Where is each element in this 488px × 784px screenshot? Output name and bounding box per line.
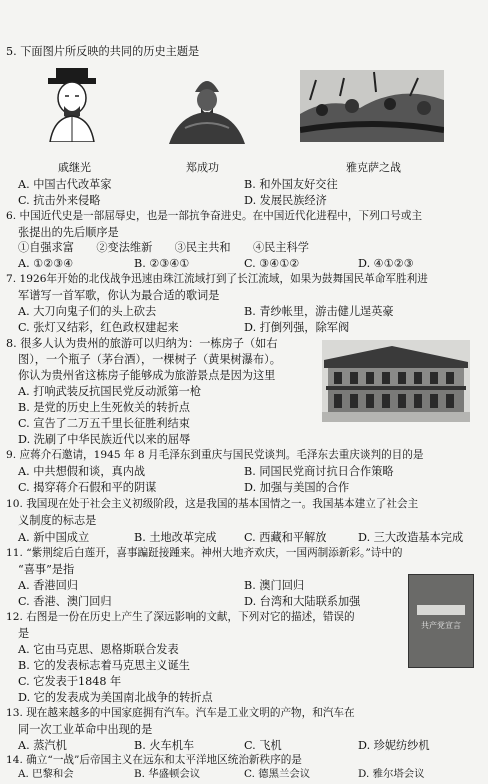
- q7-option-d: D. 打倒列强，除军阀: [244, 321, 350, 334]
- q11-stem-line1: 11. “紫荆绽后白莲开，喜事蹁跹接踵来。神州大地齐欢庆，一国两制添新彩。”诗中的: [6, 547, 403, 559]
- q6-stem-line2: 张提出的先后顺序是: [18, 226, 119, 239]
- q8-stem-line3: 你认为贵州省这栋房子能够成为旅游景点是因为这里: [18, 369, 276, 382]
- q10-option-b: B. 土地改革完成: [134, 531, 217, 544]
- q11-option-d: D. 台湾和大陆联系加强: [244, 595, 361, 608]
- book-title: 共产党宣言: [421, 621, 461, 630]
- q9-option-b: B. 同国民党商讨抗日合作策略: [244, 465, 394, 478]
- qi-jiguang-portrait: [46, 66, 98, 142]
- q11-stem-line2: “喜事”是指: [18, 563, 75, 576]
- q8-option-a: A. 打响武装反抗国民党反动派第一枪: [18, 385, 202, 398]
- q12-option-c: C. 它发表于1848 年: [18, 675, 122, 688]
- q13-stem-line1: 13. 现在越来越多的中国家庭拥有汽车。汽车是工业文明的产物，和汽车在: [6, 707, 355, 719]
- q5-caption-2: 郑成功: [186, 161, 219, 174]
- q14-stem: 14. 确立“一战”后帝国主义在远东和太平洋地区统治新秩序的是: [6, 754, 302, 766]
- q10-stem-line2: 义制度的标志是: [18, 514, 97, 527]
- q9-option-c: C. 揭穿蒋介石假和平的阴谋: [18, 481, 157, 494]
- zunyi-conference-building-photo: [322, 340, 470, 422]
- q13-stem-line2: 同一次工业革命中出现的是: [18, 723, 153, 736]
- q11-option-c: C. 香港、澳门回归: [18, 595, 112, 608]
- q7-option-c: C. 张灯又结彩，红色政权建起来: [18, 321, 179, 334]
- q8-stem-line2: 图），一个瓶子（茅台酒），一棵树子（黄果树瀑布）。: [18, 353, 281, 366]
- yaksa-battle-painting: [300, 70, 444, 142]
- q9-option-d: D. 加强与美国的合作: [244, 481, 350, 494]
- communist-manifesto-book-image: [408, 574, 474, 668]
- q13-option-d: D. 珍妮纺纱机: [358, 739, 430, 752]
- q14-option-b: B. 华盛顿会议: [134, 768, 201, 780]
- q12-option-d: D. 它的发表成为美国南北战争的转折点: [18, 691, 213, 704]
- q11-option-a: A. 香港回归: [18, 579, 78, 592]
- q5-option-c: C. 抗击外来侵略: [18, 194, 101, 207]
- q5-stem: 5. 下面图片所反映的共同的历史主题是: [6, 45, 200, 58]
- q10-option-a: A. 新中国成立: [18, 531, 90, 544]
- q5-option-b: B. 和外国友好交往: [244, 178, 338, 191]
- q6-option-c: C. ③④①②: [244, 257, 300, 270]
- q12-option-a: A. 它由马克思、恩格斯联合发表: [18, 643, 179, 656]
- q6-items: ①自强求富 ②变法维新 ③民主共和 ④民主科学: [18, 241, 309, 254]
- q13-option-b: B. 火车机车: [134, 739, 195, 752]
- q14-option-d: D. 雅尔塔会议: [358, 768, 425, 780]
- q9-option-a: A. 中共想假和谈，真内战: [18, 465, 146, 478]
- q6-option-a: A. ①②③④: [18, 257, 74, 270]
- q6-option-d: D. ④①②③: [358, 257, 414, 270]
- q5-caption-1: 戚继光: [58, 161, 91, 174]
- q8-option-c: C. 宣告了二万五千里长征胜利结束: [18, 417, 190, 430]
- q11-option-b: B. 澳门回归: [244, 579, 305, 592]
- q12-stem-line2: 是: [18, 627, 30, 640]
- q14-option-c: C. 德黑兰会议: [244, 768, 311, 780]
- q6-option-b: B. ②③④①: [134, 257, 190, 270]
- q10-option-d: D. 三大改造基本完成: [358, 531, 464, 544]
- q10-option-c: C. 西藏和平解放: [244, 531, 327, 544]
- q8-option-d: D. 洗刷了中华民族近代以来的屈辱: [18, 433, 191, 446]
- q13-option-a: A. 蒸汽机: [18, 739, 67, 752]
- q14-option-a: A. 巴黎和会: [18, 768, 74, 780]
- q12-stem-line1: 12. 右图是一份在历史上产生了深远影响的文献，下列对它的描述，错误的: [6, 611, 355, 623]
- q5-caption-3: 雅克萨之战: [346, 161, 401, 174]
- q7-option-a: A. 大刀向鬼子们的头上砍去: [18, 305, 157, 318]
- q13-option-c: C. 飞机: [244, 739, 282, 752]
- q7-stem-line2: 军谱写一首军歌，你认为最合适的歌词是: [18, 289, 220, 302]
- q5-option-a: A. 中国古代改革家: [18, 178, 112, 191]
- q8-stem-line1: 8. 很多人认为贵州的旅游可以归纳为：一栋房子（如右: [6, 337, 278, 350]
- q8-option-b: B. 是党的历史上生死攸关的转折点: [18, 401, 190, 414]
- q7-option-b: B. 青纱帐里，游击健儿逞英豪: [244, 305, 394, 318]
- q12-option-b: B. 它的发表标志着马克思主义诞生: [18, 659, 190, 672]
- q5-option-d: D. 发展民族经济: [244, 194, 327, 207]
- q10-stem-line1: 10. 我国现在处于社会主义初级阶段，这是我国的基本国情之一。我国基本建立了社会主: [6, 498, 419, 510]
- q6-stem-line1: 6. 中国近代史是一部屈辱史，也是一部抗争奋进史。在中国近代化进程中，下列口号或主: [6, 210, 423, 222]
- zheng-chenggong-statue: [165, 70, 249, 144]
- q7-stem-line1: 7. 1926年开始的北伐战争迅速由珠江流域打到了长江流域，如果为鼓舞国民革命军胜利进: [6, 273, 428, 285]
- q9-stem: 9. 应蒋介石邀请，1945 年 8 月毛泽东到重庆与国民党谈判。毛泽东去重庆谈判的目的是: [6, 449, 424, 461]
